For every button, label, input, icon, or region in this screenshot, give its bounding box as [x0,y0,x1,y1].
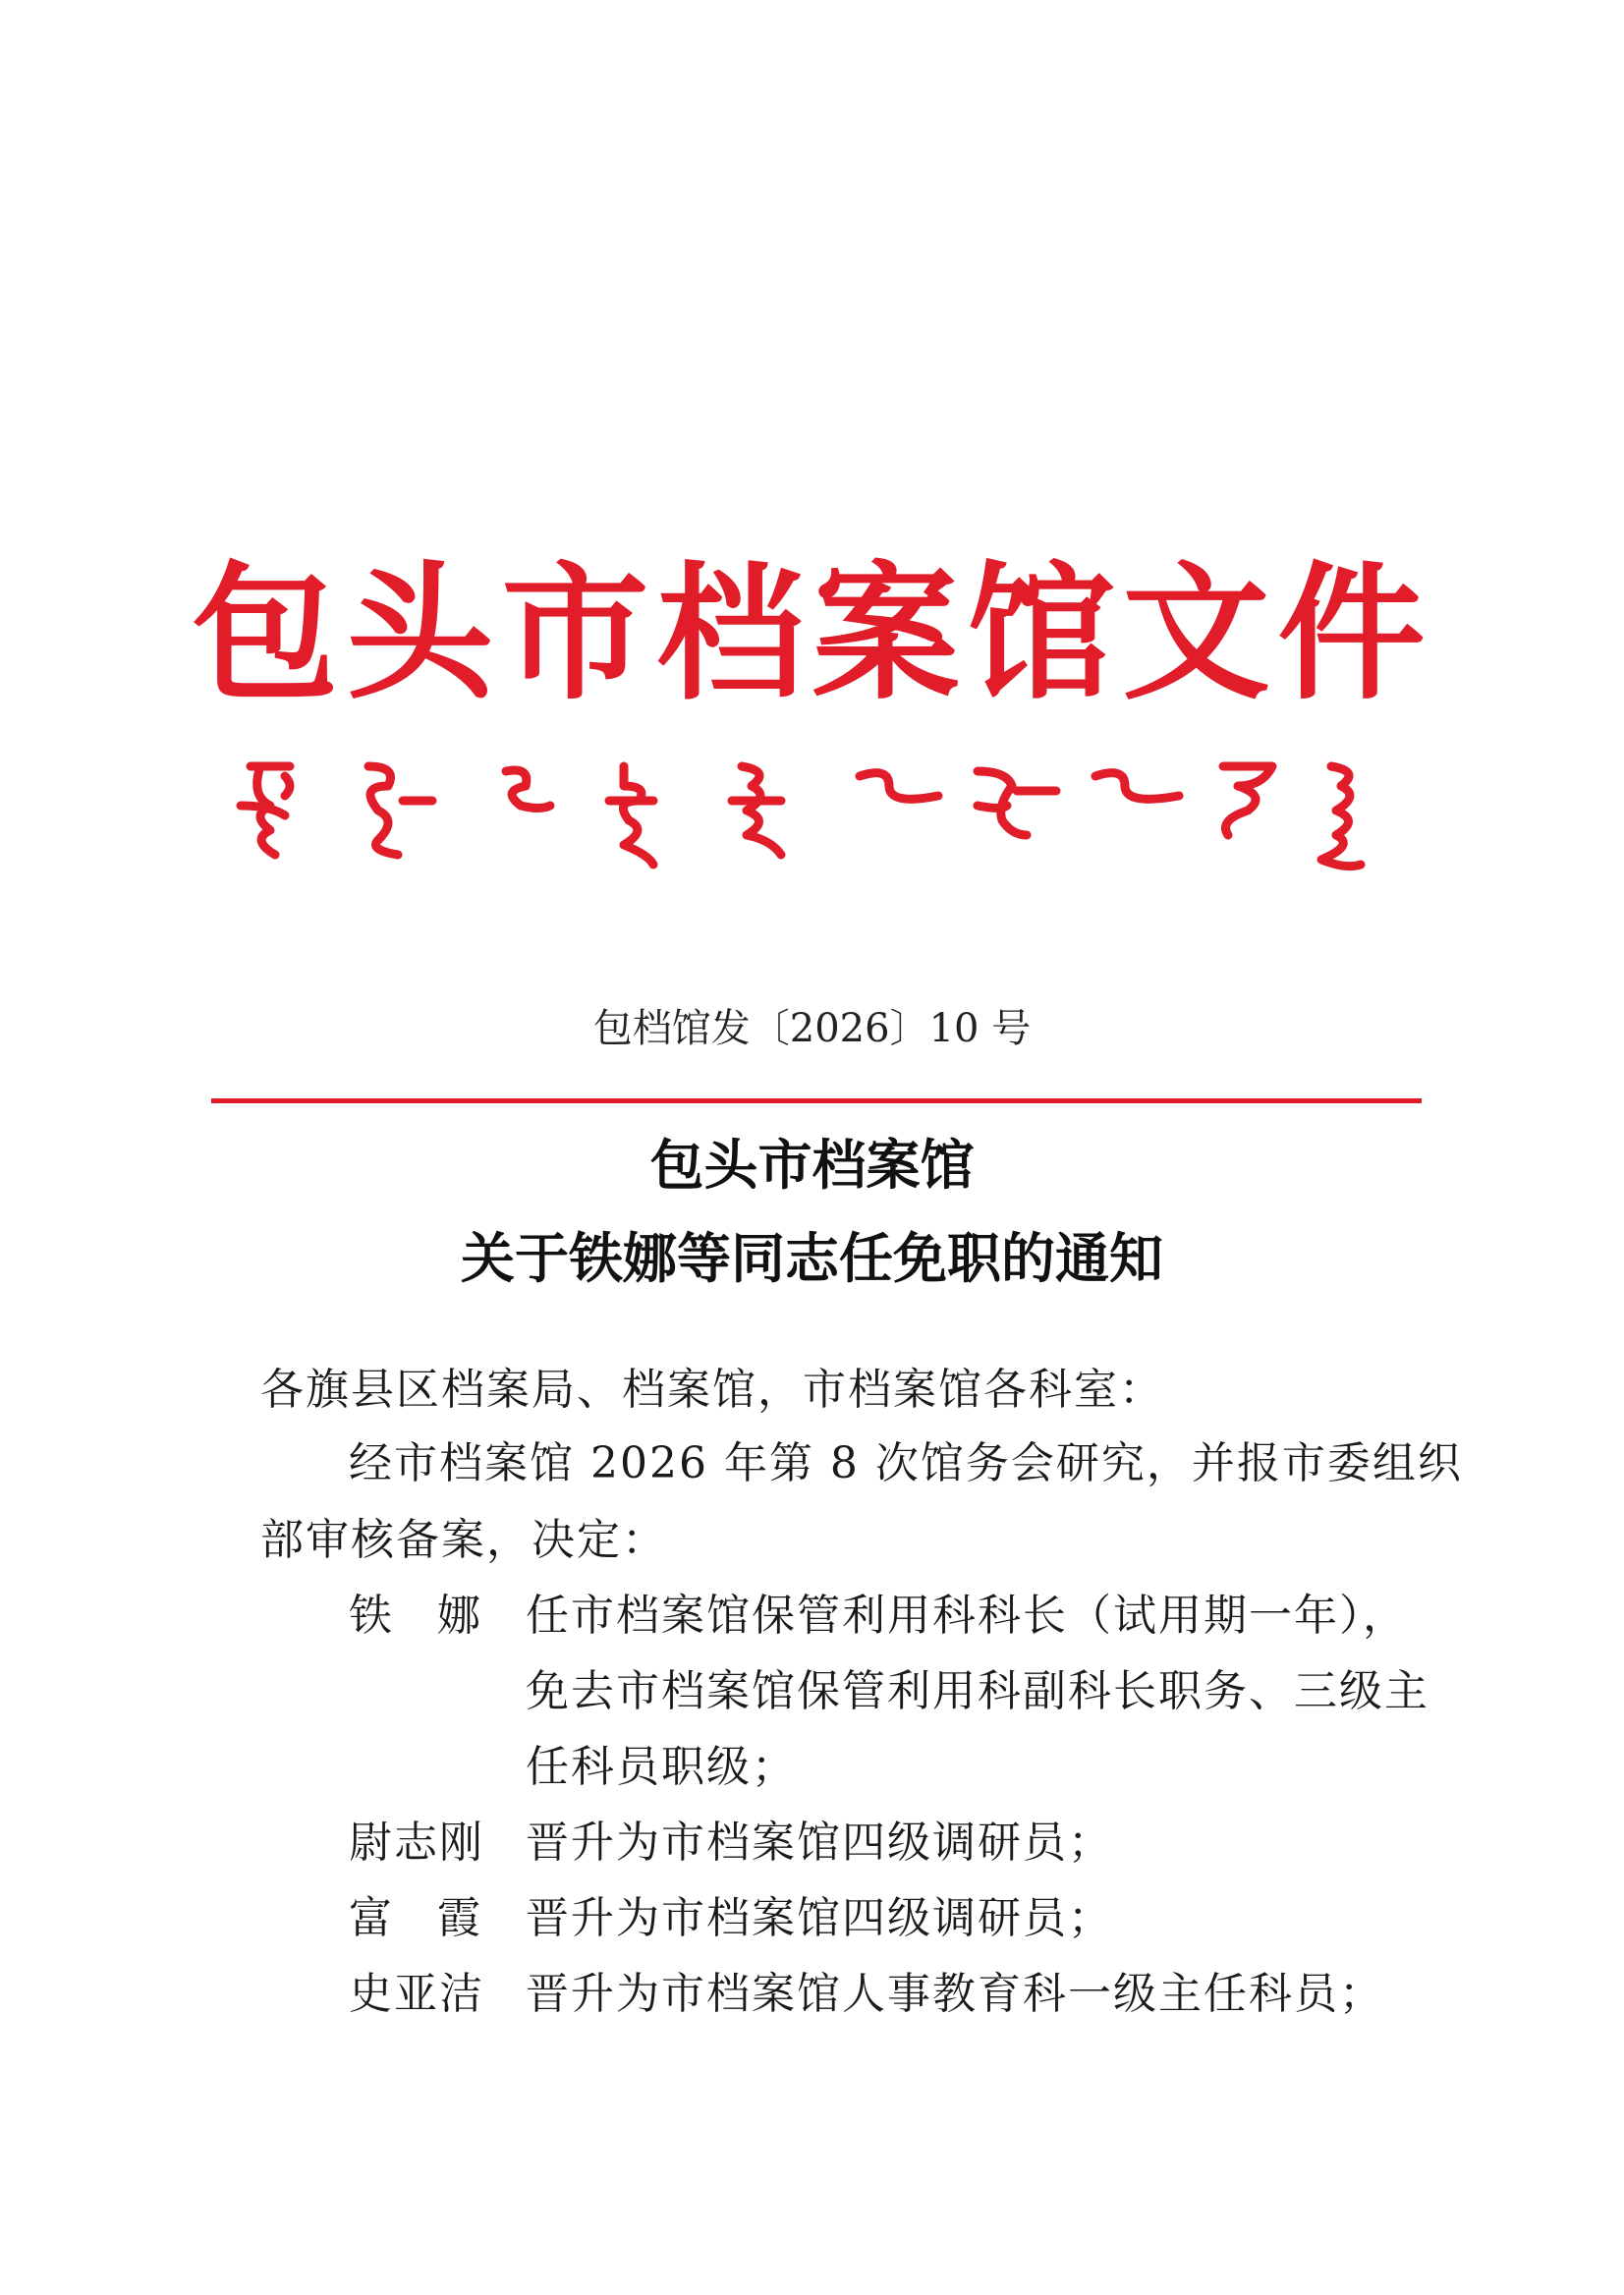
red-divider-line [211,1098,1422,1103]
intro-line-1: 经市档案馆 2026 年第 8 次馆务会研究，并报市委组织 [349,1438,1463,1488]
appointment-text-line: 晋升为市档案馆四级调研员； [526,1893,1113,1943]
intro-line-2: 部审核备案，决定： [260,1515,667,1565]
salutation: 各旗县区档案局、档案馆，市档案馆各科室： [260,1365,1164,1415]
appointment-text-line: 任市档案馆保管利用科科长（试用期一年）， [526,1591,1408,1641]
appointment-text-line: 免去市档案馆保管利用科副科长职务、三级主 [526,1666,1429,1716]
appointee-name: 铁娜 [349,1591,526,1641]
appointment-text-line: 任科员职级； [526,1742,797,1792]
document-number: 包档馆发〔2026〕10 号 [592,1006,1032,1051]
appointment-text-line: 晋升为市档案馆四级调研员； [526,1818,1113,1868]
appointee-name: 尉志刚 [349,1818,484,1868]
appointment-text-line: 晋升为市档案馆人事教育科一级主任科员； [526,1969,1384,2019]
document-title-line2: 关于铁娜等同志任免职的通知 [460,1226,1163,1290]
mongolian-script-graphic [231,747,1390,894]
document-masthead: 包头市档案馆文件 [191,547,1433,720]
appointee-name: 史亚洁 [349,1969,484,2019]
appointee-name: 富霞 [349,1893,526,1943]
mongolian-masthead [231,747,1390,894]
document-title-line1: 包头市档案馆 [649,1133,975,1197]
